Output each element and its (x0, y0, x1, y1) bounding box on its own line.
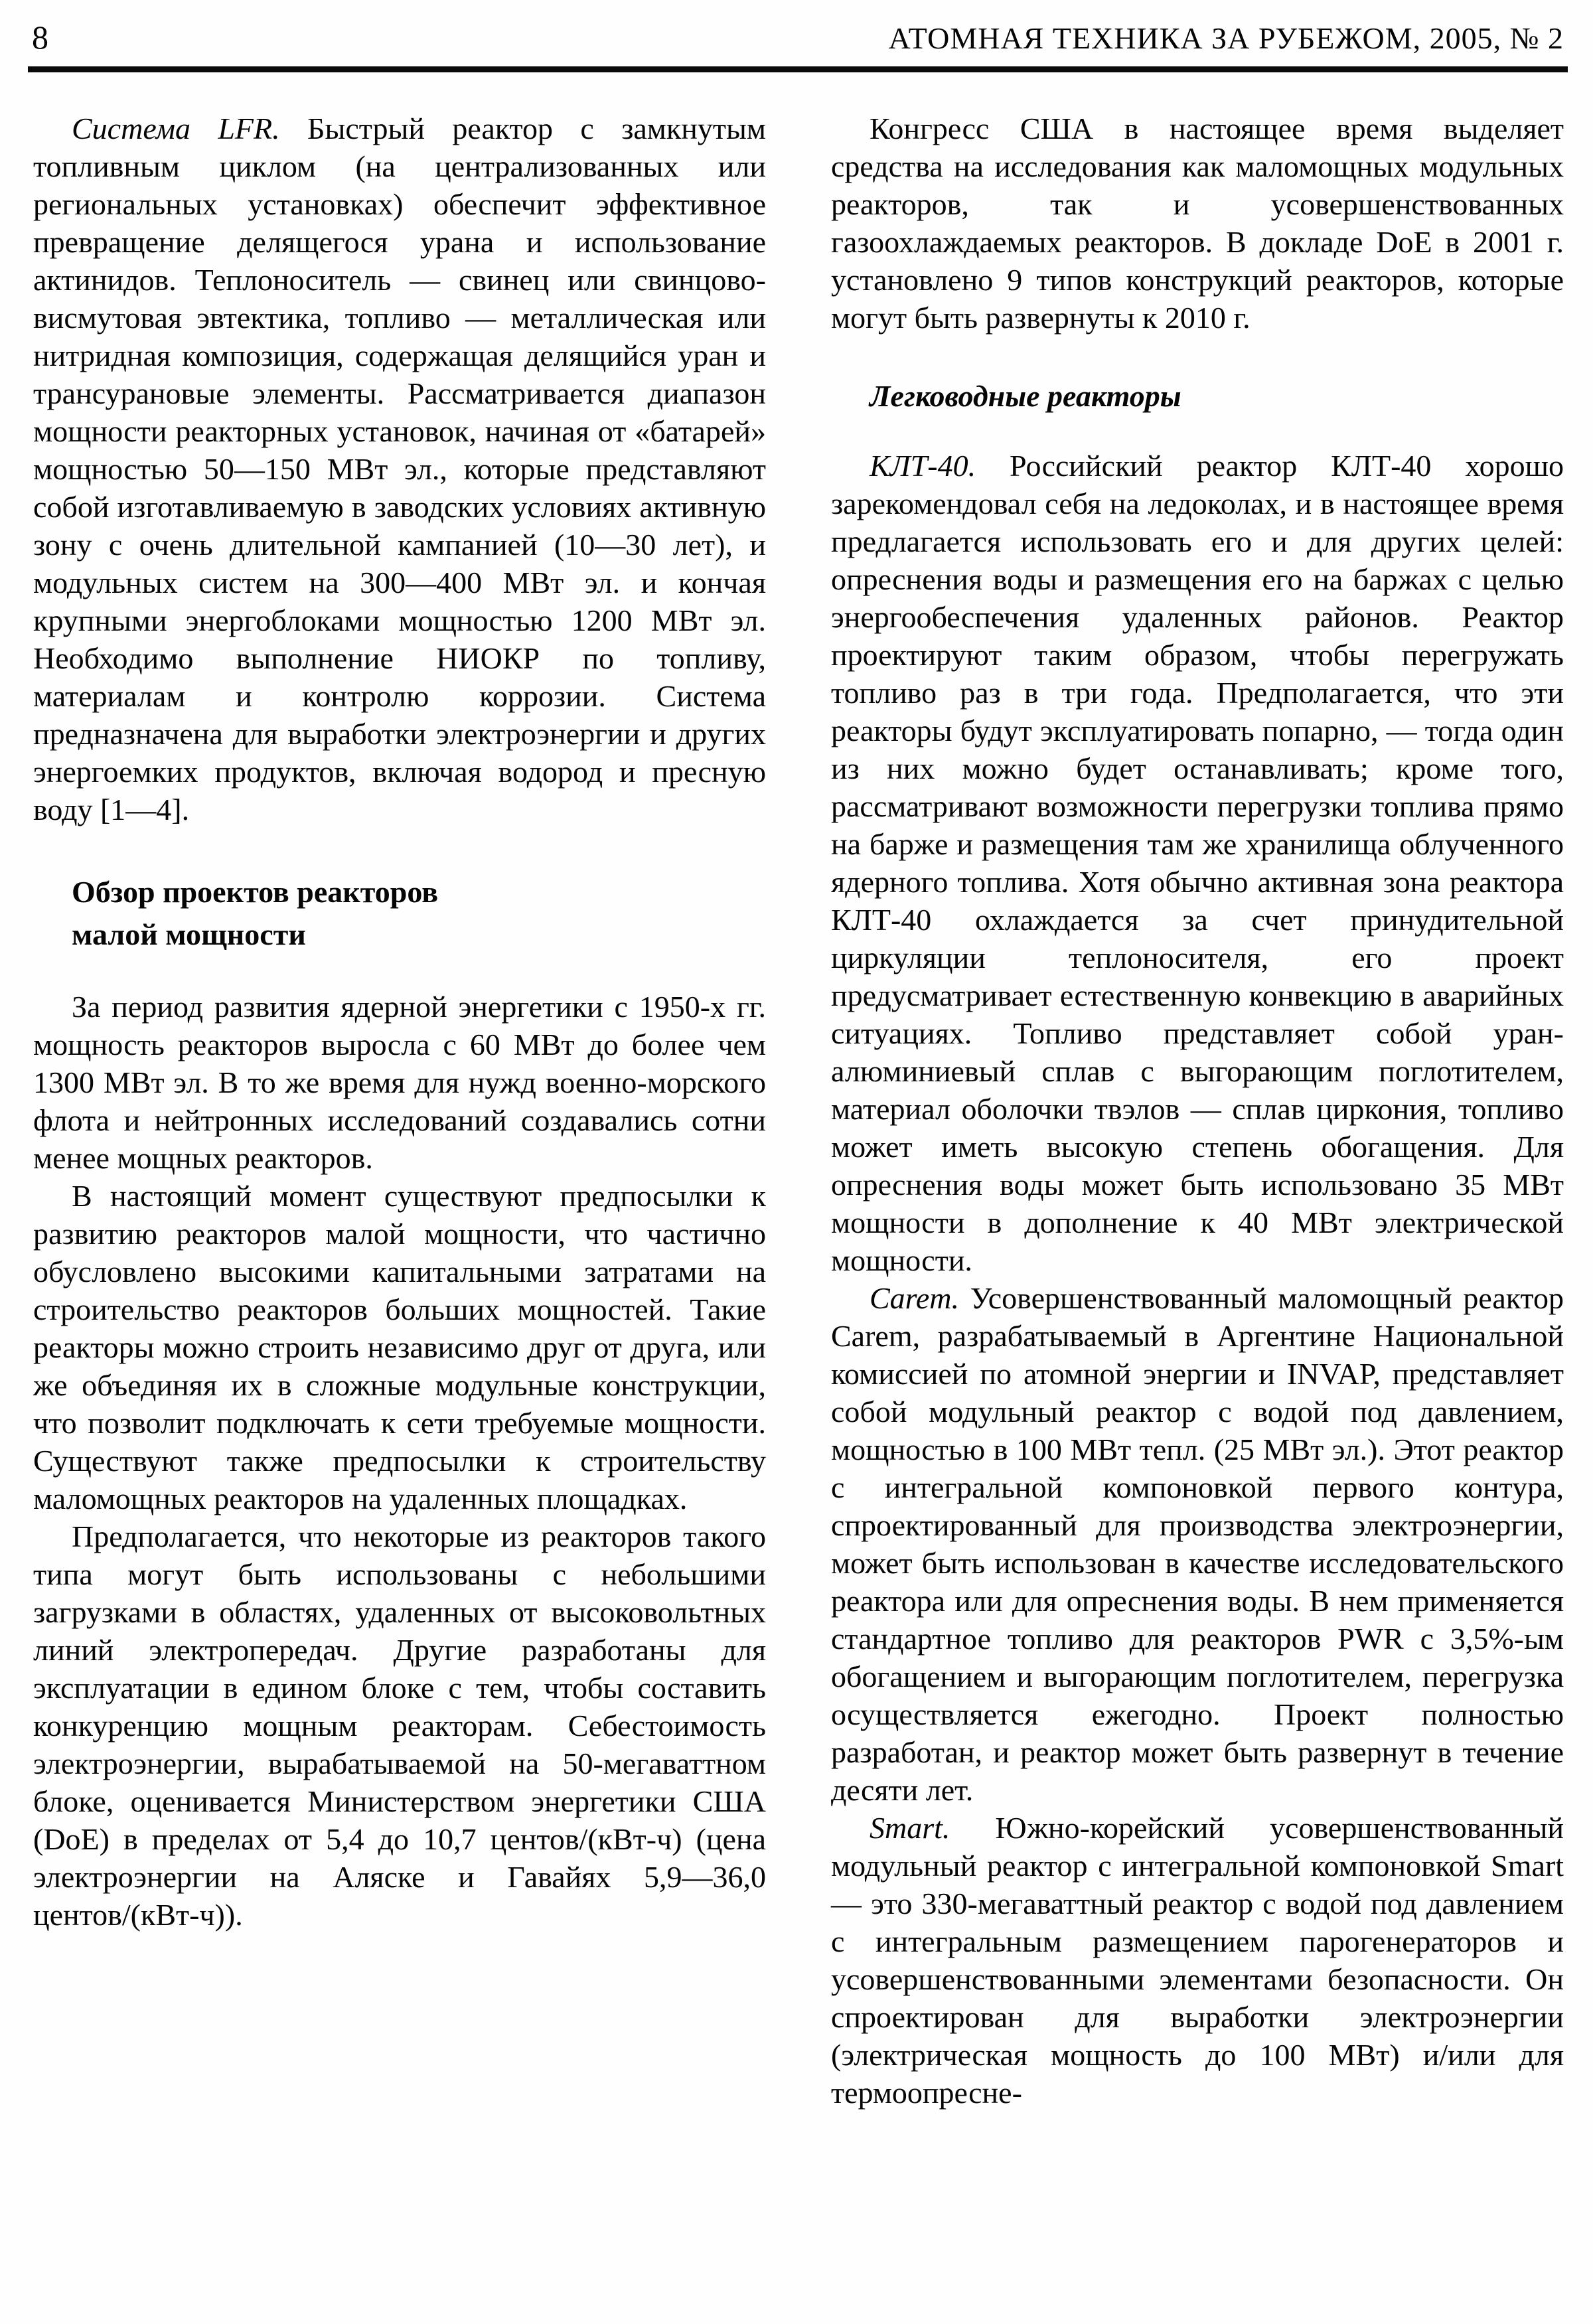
left-column (33, 110, 766, 2112)
paragraph-klt40 (831, 447, 1564, 1279)
paragraph-lead: КЛТ-40. (870, 449, 976, 483)
paragraph-smart (831, 1809, 1564, 2112)
paragraph-moment: В настоящий момент существуют предпосылки к развитию реакторов малой мощности, что частично обусловлено высокими капитальными затратами на строительство реакторов больших мощностей. Такие реакторы можно строить независимо друг от друга, или же объединяя их в сложные модульные конструкции, что позволит подключать к сети требуемые мощности. Существуют также предпосылки к строительству маломощных реакторов на удаленных площадках. (33, 1179, 766, 1515)
section-heading-small-reactors (72, 871, 766, 956)
paragraph-lead: Система LFR. (72, 112, 280, 145)
paragraph-text: Южно-корейский усовершенствованный модульный реактор с интегральной компоновкой Smart — это 330-мегаваттный реактор с водой под давлением с интегральным размещением парогенераторов и усовершенствованными элементами безопасности. Он спроектирован для выработки электроэнергии (электрическая мощность до 100 МВт) и/или для термоопресне- (831, 1811, 1564, 2110)
paragraph-text: Российский реактор КЛТ-40 хорошо зарекомендовал себя на ледоколах, и в настоящее время предлагается использовать его и для других целей: опреснения воды и размещения его на баржах с целью энергообеспечения удаленных районов. Реактор проектируют таким образом, чтобы перегружать топливо раз в три года. Предполагается, что эти реакторы будут эксплуатировать попарно, — тогда один из них можно будет останавливать; кроме того, рассматривают возможности перегрузки топлива прямо на барже и размещения там же хранилища облученного ядерного топлива. Хотя обычно активная зона реактора КЛТ-40 охлаждается за счет принудительной циркуляции теплоносителя, его проект предусматривает естественную конвекцию в аварийных ситуациях. Топливо представляет собой уран-алюминиевый сплав с выгорающим поглотителем, материал оболочки твэлов — сплав циркония, топливо может иметь высокую степень обогащения. Для опреснения воды может быть использовано 35 МВт мощности в дополнение к 40 МВт электрической мощности. (831, 449, 1564, 1277)
header-rule (28, 66, 1568, 72)
paragraph-text: Усовершенствованный маломощный реактор Carem, разрабатываемый в Аргентине Национальной комиссией по атомной энергии и INVAP, представляет собой модульный реактор с водой под давлением, мощностью в 100 МВт тепл. (25 МВт эл.). Этот реактор с интегральной компоновкой первого контура, спроектированный для производства электроэнергии, может быть использован в качестве исследовательского реактора или для опреснения воды. В нем применяется стандартное топливо для реакторов PWR с 3,5%-ым обогащением и выгорающим поглотителем, перегрузка осуществляется ежегодно. Проект полностью разработан, и реактор может быть развернут в течение десяти лет. (831, 1281, 1564, 1807)
section-heading-line: малой мощности (72, 917, 306, 951)
paragraph-congress: Конгресс США в настоящее время выделяет средства на исследования как маломощных модульных реакторов, так и усовершенствованных газоохлаждаемых реакторов. В докладе DoE в 2001 г. установлено 9 типов конструкций реакторов, которые могут быть развернуты к 2010 г. (831, 112, 1564, 335)
paragraph-lead: Carem. (870, 1281, 960, 1315)
paragraph-lfr-system (33, 110, 766, 828)
article-body (0, 72, 1593, 2112)
page-number: 8 (32, 19, 48, 56)
paragraph-predpolagaetsya: Предполагается, что некоторые из реакторов такого типа могут быть использованы с небольшими загрузками в областях, удаленных от высоковольтных линий электропередач. Другие разработаны для эксплуатации в едином блоке с тем, чтобы составить конкуренцию мощным реакторам. Себестоимость электроэнергии, вырабатываемой на 50-мегаваттном блоке, оценивается Министерством энергетики США (DoE) в пределах от 5,4 до 10,7 центов/(кВт-ч) (цена электроэнергии на Аляске и Гавайях 5,9—36,0 центов/(кВт-ч)). (33, 1519, 766, 1932)
journal-title: АТОМНАЯ ТЕХНИКА ЗА РУБЕЖОМ, 2005, № 2 (888, 21, 1564, 55)
section-heading-light-water-reactors: Легководные реакторы (870, 379, 1181, 413)
paragraph-lead: Smart. (870, 1811, 950, 1845)
paragraph-period: За период развития ядерной энергетики с 1950-х гг. мощность реакторов выросла с 60 МВт до более чем 1300 МВт эл. В то же время для нужд военно-морского флота и нейтронных исследований создавались сотни менее мощных реакторов. (33, 990, 766, 1175)
page-header (0, 0, 1593, 57)
paragraph-text: Быстрый реактор с замкнутым топливным циклом (на централизованных или региональных установках) обеспечит эффективное превращение делящегося урана и использование актинидов. Теплоноситель — свинец или свинцово-висмутовая эвтектика, топливо — металлическая или нитридная композиция, содержащая делящийся уран и трансурановые элементы. Рассматривается диапазон мощности реакторных установок, начиная от «батарей» мощностью 50—150 МВт эл., которые представляют собой изготавливаемую в заводских условиях активную зону с очень длительной кампанией (10—30 лет), и модульных систем на 300—400 МВт эл. и кончая крупными энергоблоками мощностью 1200 МВт эл. Необходимо выполнение НИОКР по топливу, материалам и контролю коррозии. Система предназначена для выработки электроэнергии и других энергоемких продуктов, включая водород и пресную воду [1—4]. (33, 112, 767, 826)
section-heading-line: Обзор проектов реакторов (72, 875, 439, 909)
right-column (831, 110, 1564, 2112)
paragraph-carem (831, 1279, 1564, 1809)
